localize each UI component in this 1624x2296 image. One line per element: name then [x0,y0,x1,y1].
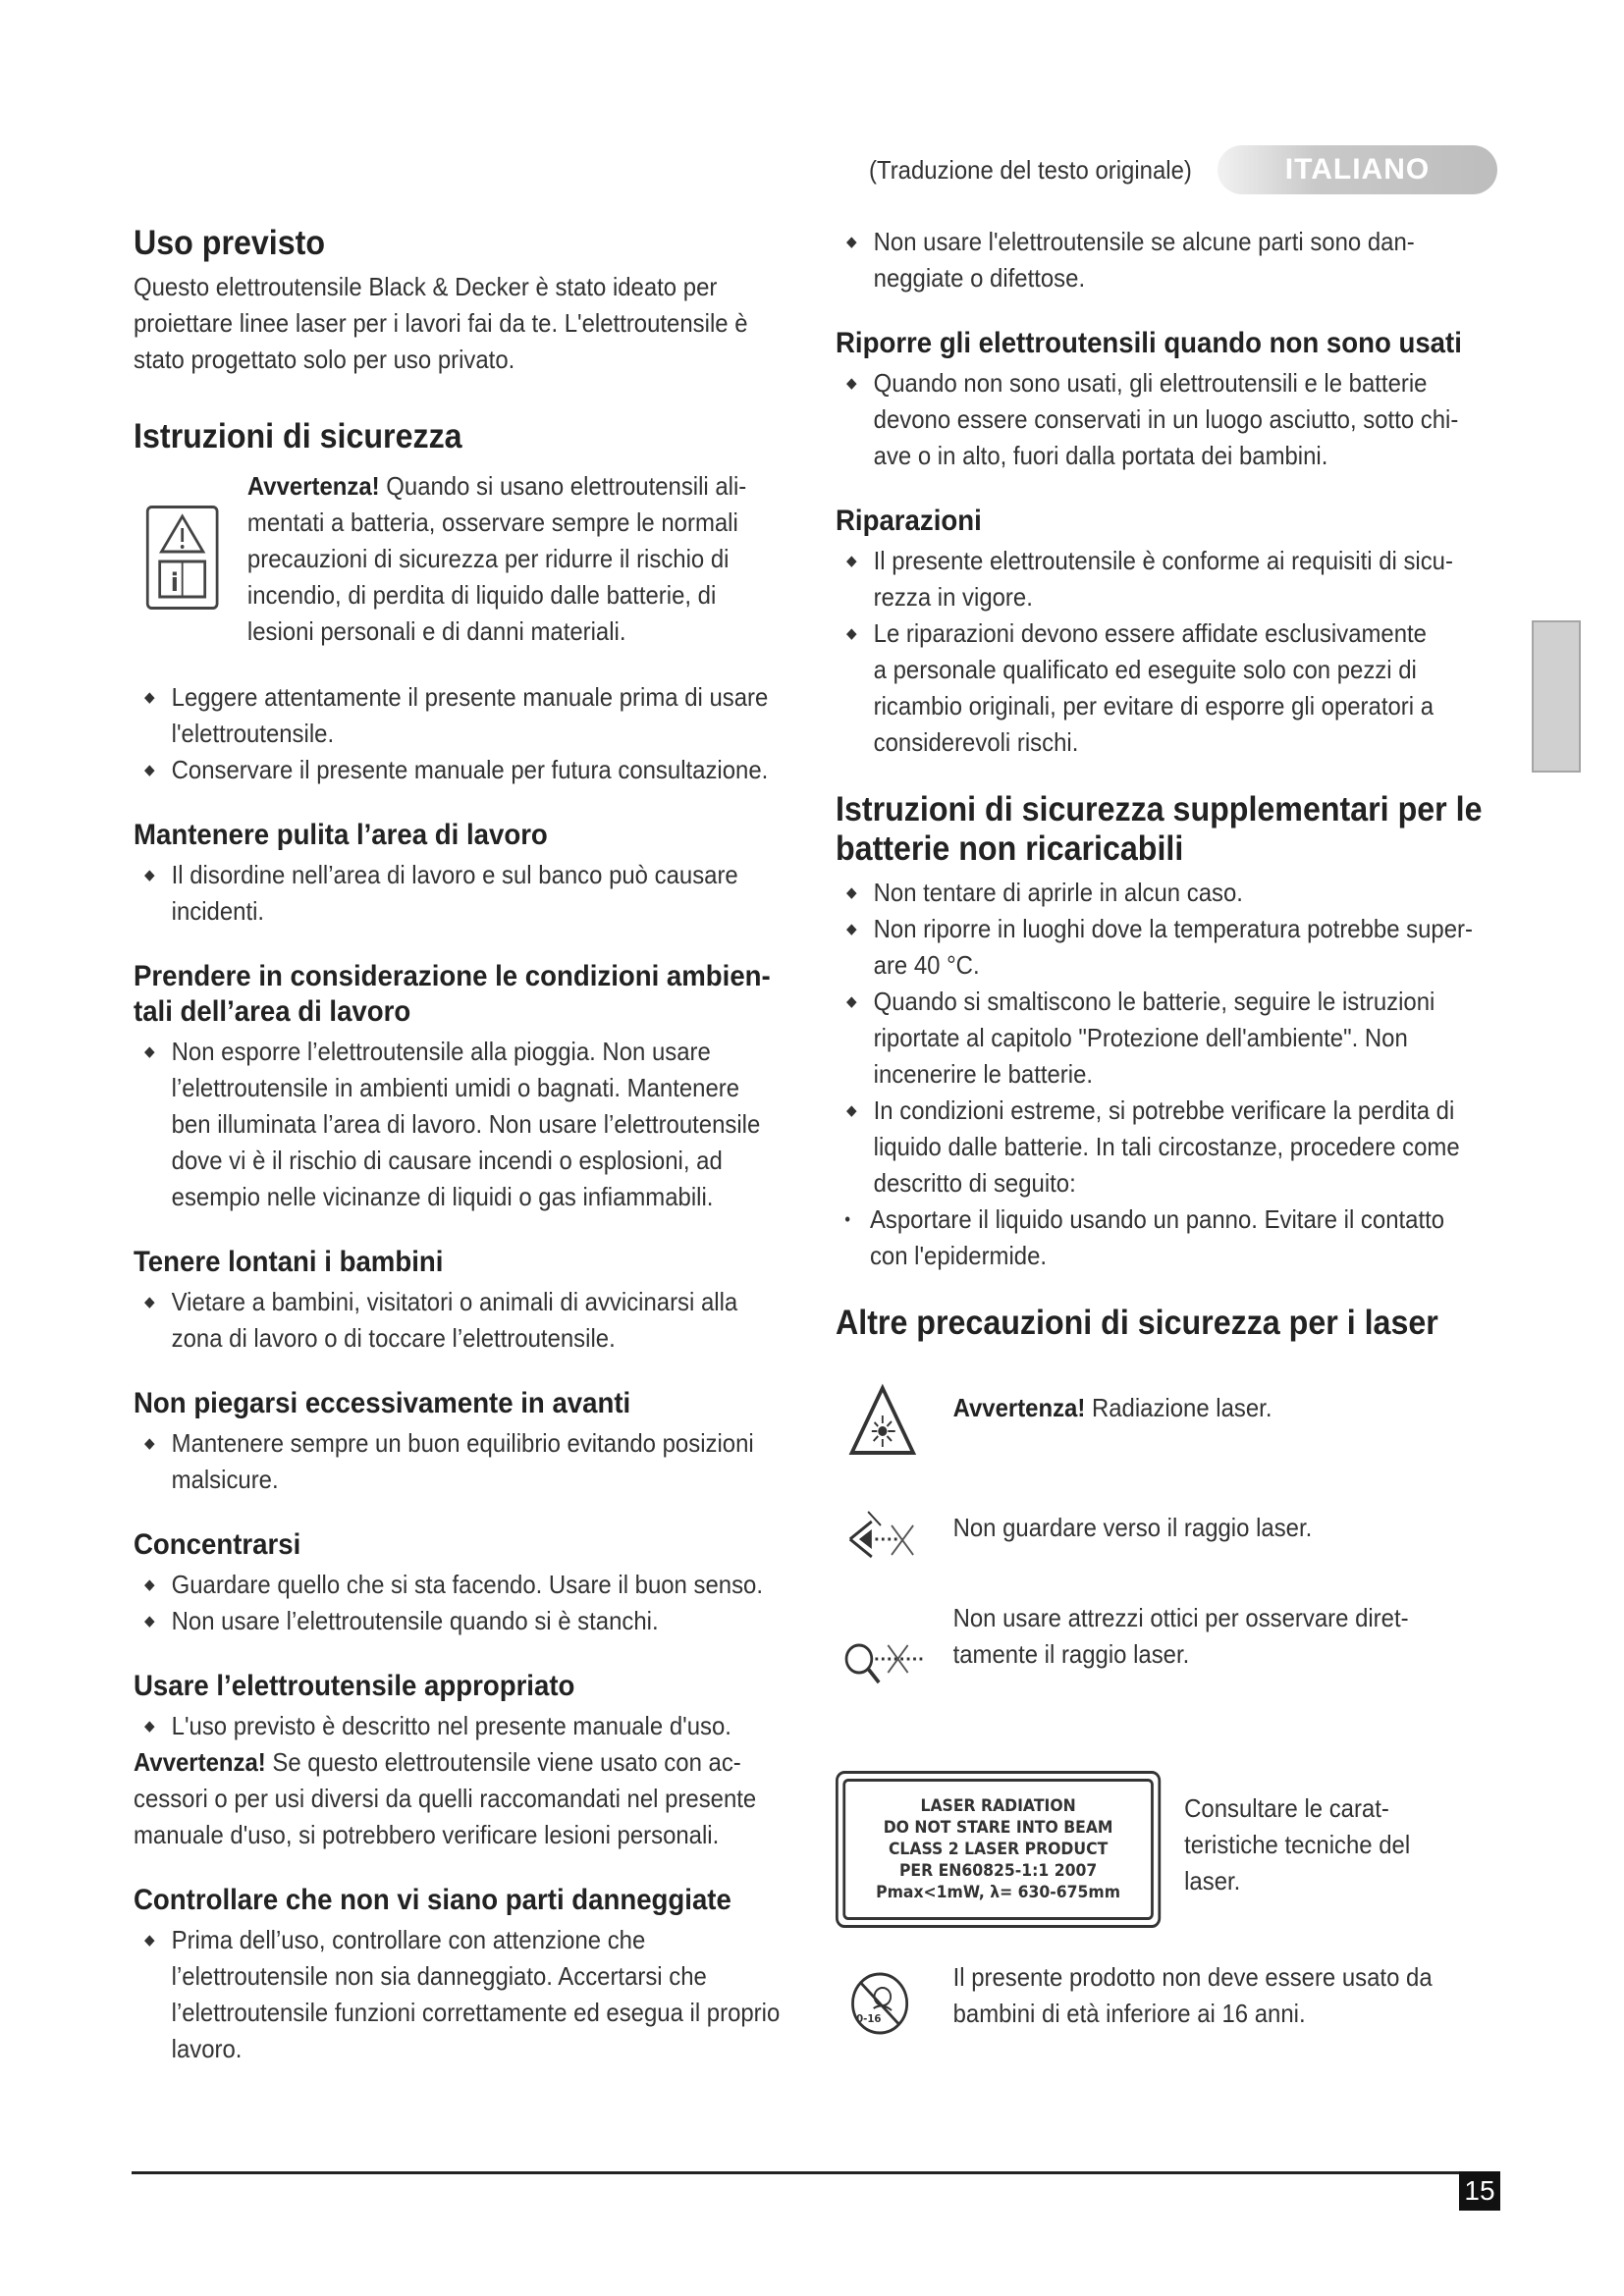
label-line: LASER RADIATION [920,1796,1076,1816]
age-badge-text: 0-16 [856,2012,882,2026]
section-title: Non piegarsi eccessivamente in avanti [134,1387,631,1419]
bullet-item: ◆ Non usare l’elettroutensile quando si è stanchi. [134,1603,801,1639]
laser-class-label [836,1771,1161,1928]
section-title: Controllare che non vi siano parti danneggiate [134,1884,731,1916]
bullet-item: ◆ Non usare l'elettroutensile se alcune parti sono dan- neggiate o difettose. [836,224,1503,296]
section-laser [836,1304,1503,2043]
section-danneggiate [134,1883,801,2067]
page-number: 15 [1459,2171,1500,2211]
bullet-item: ◆ Conservare il presente manuale per futura consultazione. [134,752,801,788]
section-title: Mantenere pulita l’area di lavoro [134,819,548,851]
bullet-item: ◆ Non riporre in luoghi dove la temperatura potrebbe super- are 40 °C. [836,911,1503,984]
section-tab [1532,620,1581,773]
svg-text:i: i [170,567,179,598]
label-line: CLASS 2 LASER PRODUCT [888,1840,1109,1859]
no-optics-row [836,1600,1503,1728]
laser-warning-row [836,1382,1503,1490]
translation-note: (Traduzione del testo originale) [869,155,1192,185]
bullet-item: ◆ Mantenere sempre un buon equilibrio evitando posizioni malsicure. [134,1425,801,1498]
section-riporre [836,326,1503,474]
language-badge [1218,145,1497,194]
section-title: Concentrarsi [134,1528,301,1561]
no-optics-text: Non usare attrezzi ottici per osservare diret- tamente il raggio laser. [952,1603,1409,1669]
section-riparazioni [836,504,1503,761]
section-title: Riporre gli elettroutensili quando non sono usati [836,327,1462,359]
section-title: Tenere lontani i bambini [134,1246,444,1278]
bullet-item: ◆ In condizioni estreme, si potrebbe verificare la perdita di liquido dalle batterie. In tali circostanze, procedere come descritto di seguito: [836,1093,1503,1201]
section-title: Altre precauzioni di sicurezza per i laser [836,1304,1438,1342]
bullet-item: ◆ Leggere attentamente il presente manuale prima di usare l'elettroutensile. [134,679,801,752]
section-istruzioni [134,417,801,788]
section-title: Usare l’elettroutensile appropriato [134,1670,575,1702]
paragraph: Questo elettroutensile Black & Decker è stato ideato per proiettare linee laser per i lavori fai da te. L'elettroutensile è stato progettato solo per uso privato. [134,272,748,374]
footer-rule [132,2171,1467,2174]
section-title: Riparazioni [836,505,982,537]
no-stare-row [836,1502,1503,1600]
bullet-item: ◆ Non esporre l’elettroutensile alla pioggia. Non usare l’elettroutensile in ambienti umidi o bagnati. Mantenere ben illuminata l’area di lavoro. Non usare l’elettroutensile dove vi è il rischio di causare incendi o esplosioni, ad esempio nelle vicinanze di liquidi o gas infiammabili. [134,1034,801,1215]
laser-warning-text: Avvertenza! Radiazione laser. [952,1393,1272,1422]
bullet-item: ◆ Guardare quello che si sta facendo. Usare il buon senso. [134,1567,801,1603]
laser-warning-icon [836,1382,953,1466]
label-line: PER EN60825-1:1 2007 [898,1861,1098,1881]
label-line: Pmax<1mW, λ= 630-675mm [876,1883,1121,1902]
bullet-item: ◆ Il presente elettroutensile è conforme ai requisiti di sicu- rezza in vigore. [836,543,1503,615]
bullet-item: ◆ Quando non sono usati, gli elettroutensili e le batterie devono essere conservati in un luogo asciutto, sotto chi- ave o in alto, fuori dalla portata dei bambini. [836,365,1503,474]
warning-manual-icon [146,506,219,610]
eye-beam-icon [836,1502,953,1575]
bullet-item: ◆ Prima dell’uso, controllare con attenzione che l’elettroutensile non sia danneggiato. Accertarsi che l’elettroutensile funzioni correttamente ed esegua il proprio lavoro. [134,1922,801,2067]
section-piegarsi [134,1386,801,1498]
section-uso-previsto [134,224,801,378]
warning-text: Avvertenza! Se questo elettroutensile viene usato con ac- cessori o per usi diversi da quelli raccomandati nel presente manuale d'uso, si potrebbero verificare lesioni personali. [134,1747,757,1849]
section-appropriato [134,1669,801,1853]
section-title: Prendere in considerazione le condizioni ambien- tali dell’area di lavoro [134,960,771,1028]
section-title: Istruzioni di sicurezza supplementari per le batterie non ricaricabili [836,790,1483,868]
bullet-item: ◆ Le riparazioni devono essere affidate esclusivamente a personale qualificato ed eseguite solo con pezzi di ricambio originali, per evitare di esporre gli operatori a considerevoli rischi. [836,615,1503,761]
bullet-item: ◆ Il disordine nell’area di lavoro e sul banco può causare incidenti. [134,857,801,930]
bullet-item: ◆ Non tentare di aprirle in alcun caso. [836,875,1503,911]
language-label: ITALIANO [1284,153,1431,186]
bullet-item: ◆ Vietare a bambini, visitatori o animali di avvicinarsi alla zona di lavoro o di toccare l’elettroutensile. [134,1284,801,1357]
section-top-bullets [836,224,1503,296]
section-ambiente [134,959,801,1215]
section-concentrarsi [134,1527,801,1639]
sub-bullet-item: • Asportare il liquido usando un panno. Evitare il contatto con l'epidermide. [836,1201,1503,1274]
left-column [134,224,801,2097]
label-caption: Consultare le carat- teristiche tecniche del laser. [1184,1793,1411,1896]
section-title: Istruzioni di sicurezza [134,417,462,455]
laser-label-row [836,1771,1503,1918]
no-stare-text: Non guardare verso il raggio laser. [952,1513,1313,1542]
children-row [836,1959,1503,2043]
optics-icon [836,1600,953,1713]
bullet-item: ◆ L'uso previsto è descritto nel presente manuale d'uso. [134,1708,801,1744]
warning-block [134,468,801,650]
right-column [836,224,1503,2043]
section-area [134,818,801,930]
section-bambini [134,1245,801,1357]
children-text: Il presente prodotto non deve essere usato da bambini di età inferiore ai 16 anni. [952,1962,1433,2028]
label-line: DO NOT STARE INTO BEAM [883,1818,1113,1838]
bullet-item: ◆ Quando si smaltiscono le batterie, seguire le istruzioni riportate al capitolo "Protezione dell'ambiente". Non incenerire le batterie. [836,984,1503,1093]
warning-text: Avvertenza! Quando si usano elettroutensili ali- mentati a batteria, osservare sempre le normali precauzioni di sicurezza per ridurre il rischio di incendio, di perdita di liquido dalle batterie, di lesioni personali e di danni materiali. [246,471,747,646]
section-batterie [836,790,1503,1274]
section-title: Uso previsto [134,224,326,262]
age-restriction-icon [836,1959,953,2043]
